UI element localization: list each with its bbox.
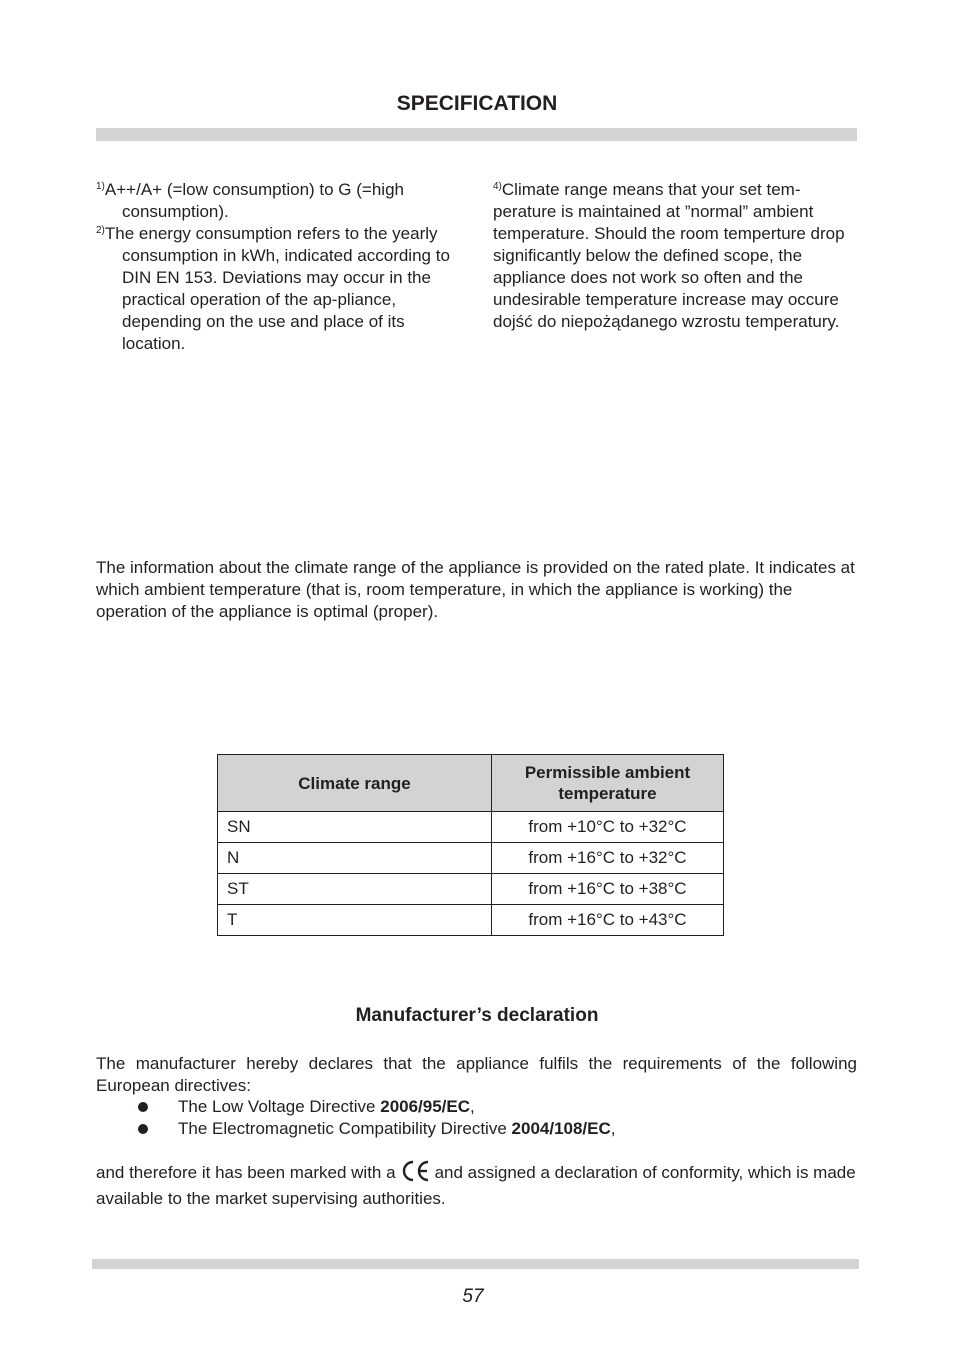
declaration-intro: The manufacturer hereby declares that the appliance fulfils the requirements of the following European directives: xyxy=(96,1054,857,1095)
climate-range-cell: N xyxy=(218,843,492,874)
ce-marking-paragraph xyxy=(96,1160,857,1210)
climate-range-table xyxy=(217,754,724,936)
declaration-title: Manufacturer’s declaration xyxy=(355,1005,599,1026)
table-row xyxy=(218,812,724,843)
temperature-cell: from +10°C to +32°C xyxy=(492,812,724,843)
bottom-divider xyxy=(92,1259,859,1269)
climate-range-cell: SN xyxy=(218,812,492,843)
directive-name: The Low Voltage Directive xyxy=(178,1097,376,1116)
footnote-mark: 1) xyxy=(96,181,105,192)
ce-text-before: and therefore it has been marked with a xyxy=(96,1163,396,1182)
temperature-cell: from +16°C to +43°C xyxy=(492,905,724,936)
ce-mark-icon xyxy=(401,1160,431,1188)
page-title: SPECIFICATION xyxy=(396,92,558,115)
footnote-1 xyxy=(96,179,468,223)
climate-range-cell: T xyxy=(218,905,492,936)
directives-list xyxy=(96,1096,857,1140)
footnote-2 xyxy=(96,223,468,355)
directive-separator: , xyxy=(610,1119,616,1138)
bullet-icon xyxy=(138,1124,148,1134)
directive-code: 2006/95/EC xyxy=(380,1097,471,1116)
temperature-cell: from +16°C to +38°C xyxy=(492,874,724,905)
footnote-text: A++/A+ (=low consumption) to G (=high consumption). xyxy=(104,180,404,221)
footnote-4 xyxy=(493,179,858,333)
footnote-mark: 2) xyxy=(96,225,105,236)
column-header-climate-range: Climate range xyxy=(218,755,492,812)
footnotes-left xyxy=(96,179,468,355)
directive-name: The Electromagnetic Compatibility Directive xyxy=(178,1119,507,1138)
climate-info-paragraph: The information about the climate range of the appliance is provided on the rated plate. It indicates at which ambient temperature (that is, room temperature, in which the appliance is working) the operation of the appliance is optimal (proper). xyxy=(96,558,855,621)
bullet-icon xyxy=(138,1102,148,1112)
ce-text-after: and assigned a declaration of conformity, which is made available to the market supervising authorities. xyxy=(96,1163,856,1208)
climate-range-cell: ST xyxy=(218,874,492,905)
table-row xyxy=(218,874,724,905)
footnote-mark: 4) xyxy=(493,181,502,192)
footnotes-right xyxy=(493,179,858,333)
table-header-row xyxy=(218,755,724,812)
list-item xyxy=(96,1096,857,1118)
top-divider xyxy=(96,128,857,141)
list-item xyxy=(96,1118,857,1140)
table-row xyxy=(218,905,724,936)
footnote-text: The energy consumption refers to the yearly consumption in kWh, indicated according to DIN EN 153. Deviations may occur in the practical operation of the ap-pliance, depending on the use and place of its location. xyxy=(104,224,450,353)
footnote-text: Climate range means that your set tem-perature is maintained at ”normal” ambient temperature. Should the room temperture drop significantly below the defined scope, the appliance does not work so often and the undesirable temperature increase may occure dojść do niepożądanego wzrostu temperatury. xyxy=(493,180,845,331)
directive-code: 2004/108/EC xyxy=(511,1119,611,1138)
directive-separator: , xyxy=(470,1097,475,1116)
table-row xyxy=(218,843,724,874)
temperature-cell: from +16°C to +32°C xyxy=(492,843,724,874)
column-header-ambient-temperature: Permissible ambient temperature xyxy=(492,755,724,812)
page-number: 57 xyxy=(462,1286,484,1307)
